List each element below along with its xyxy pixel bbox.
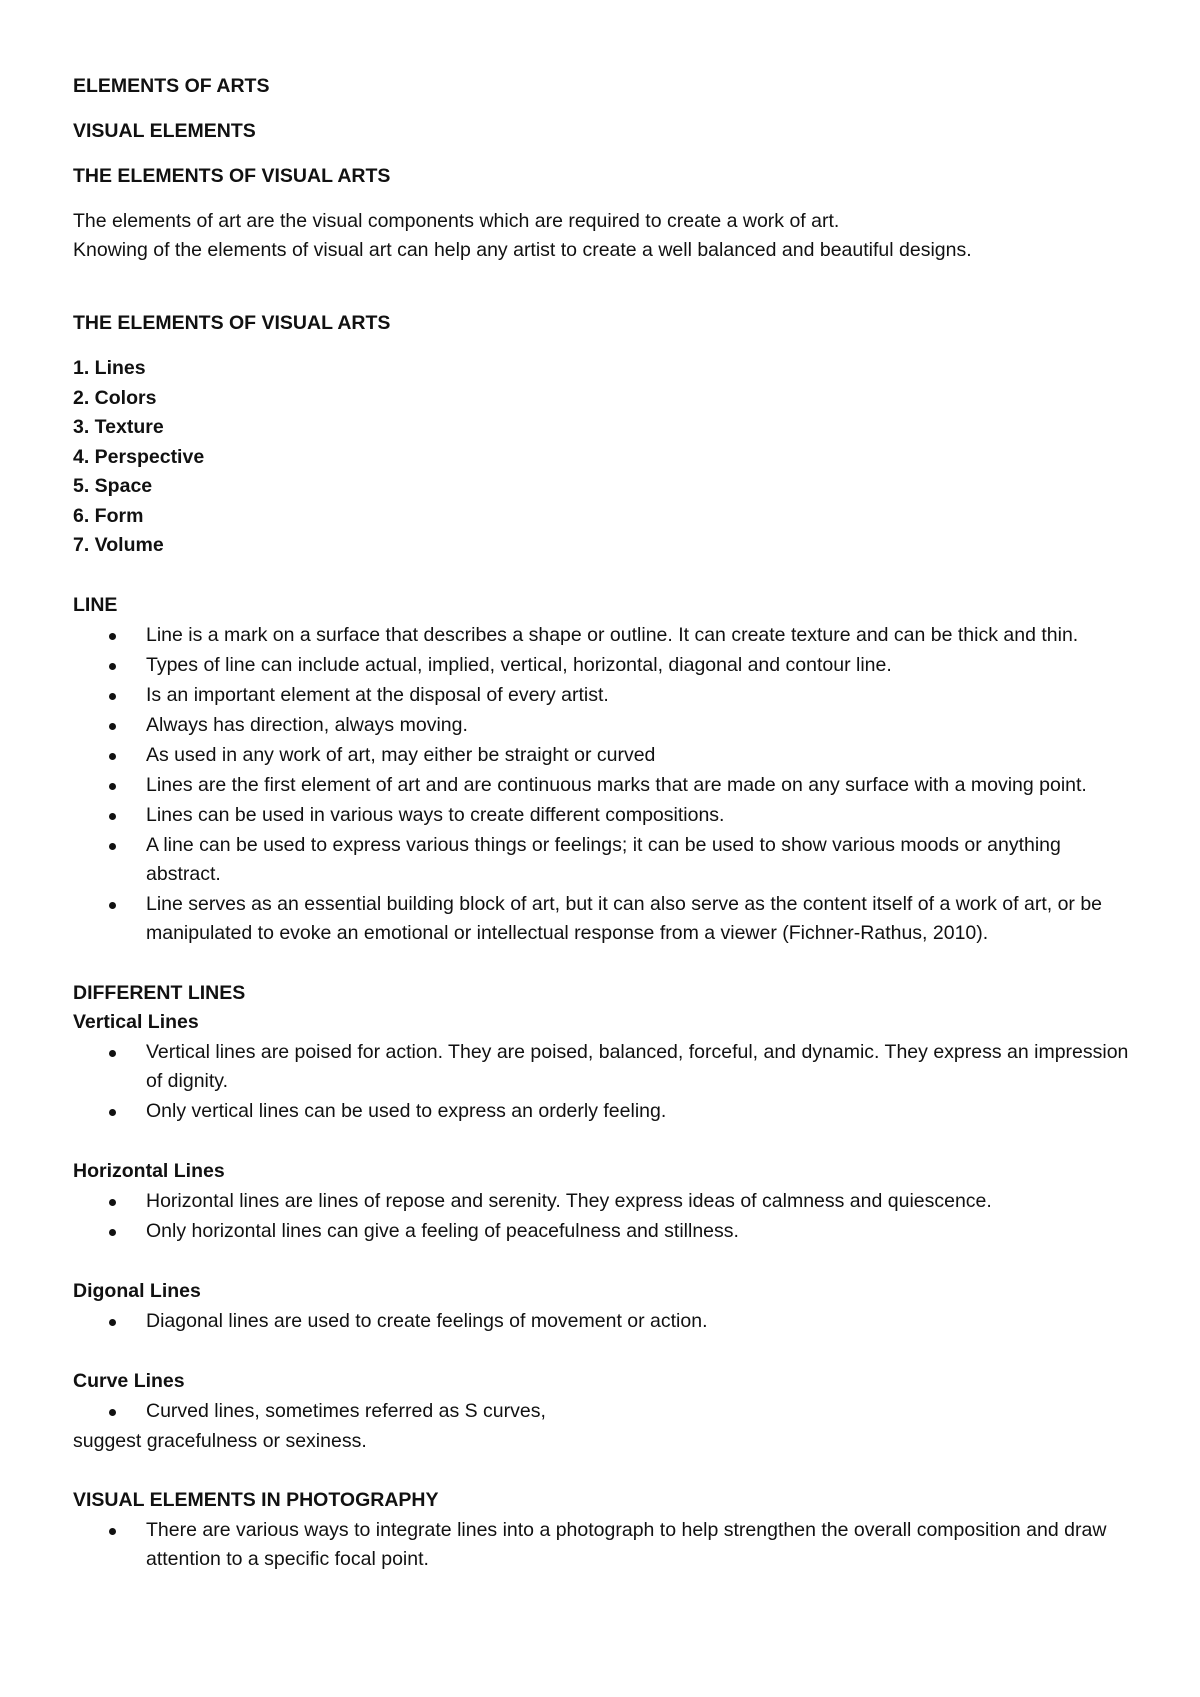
list-item: 1. Lines [73,357,146,379]
heading-line: LINE [73,593,118,616]
bullet-text: Only horizontal lines can give a feeling of peacefulness and stillness. [146,1219,739,1242]
heading-visual-elements-in-photography: VISUAL ELEMENTS IN PHOTOGRAPHY [73,1488,439,1511]
bullet-icon [109,723,116,730]
bullet-text: Types of line can include actual, implied, vertical, horizontal, diagonal and contour line. [146,653,892,676]
curve-bullet-list [73,1397,1133,1426]
bullet-text: Is an important element at the disposal of every artist. [146,683,609,706]
bullet-icon [109,1319,116,1326]
elements-list [73,354,1133,561]
bullet-icon [109,843,116,850]
bullet-item [73,890,1133,948]
bullet-item [73,651,1133,680]
list-item: 6. Form [73,504,144,527]
bullet-item [73,801,1133,830]
bullet-text: A line can be used to express various things or feelings; it can be used to show various moods or anything abstract. [146,833,1061,885]
bullet-icon [109,753,116,760]
heading-the-elements-of-visual-arts: THE ELEMENTS OF VISUAL ARTS [73,165,391,187]
bullet-item [73,1397,1133,1426]
bullet-icon [109,902,116,909]
bullet-text: There are various ways to integrate lines into a photograph to help strengthen the overall composition and draw attention to a specific focal point. [146,1518,1107,1570]
bullet-item [73,1187,1133,1216]
heading-the-elements-of-visual-arts-list: THE ELEMENTS OF VISUAL ARTS [73,312,391,334]
bullet-item [73,771,1133,800]
bullet-text: Curved lines, sometimes referred as S curves, [146,1399,546,1422]
bullet-text: Always has direction, always moving. [146,713,468,736]
bullet-icon [109,1229,116,1236]
document-page [73,72,1133,1575]
bullet-text: Line serves as an essential building block of art, but it can also serve as the content itself of a work of art, or be manipulated to evoke an emotional or intellectual response from a viewer (Fichner-Rathus, 2010). [146,892,1103,944]
bullet-text: Diagonal lines are used to create feelings of movement or action. [146,1309,708,1332]
list-item: 7. Volume [73,534,164,556]
bullet-text: Only vertical lines can be used to express an orderly feeling. [146,1099,667,1122]
bullet-text: Vertical lines are poised for action. They are poised, balanced, forceful, and dynamic. They express an impression of dignity. [146,1040,1129,1092]
bullet-item [73,831,1133,889]
list-item: 2. Colors [73,386,157,409]
intro-line: The elements of art are the visual components which are required to create a work of art. [73,210,840,232]
list-item: 5. Space [73,475,153,497]
subheading-curve-lines: Curve Lines [73,1369,185,1392]
bullet-icon [109,813,116,820]
bullet-item [73,621,1133,650]
curve-continuation-text: suggest gracefulness or sexiness. [73,1429,367,1452]
line-bullet-list [73,621,1133,948]
bullet-item [73,1097,1133,1126]
bullet-item [73,741,1133,770]
intro-line: Knowing of the elements of visual art can help any artist to create a well balanced and beautiful designs. [73,239,972,261]
bullet-icon [109,1050,116,1057]
bullet-item [73,1217,1133,1246]
bullet-icon [109,1409,116,1416]
bullet-text: Line is a mark on a surface that describes a shape or outline. It can create texture and can be thick and thin. [146,623,1079,646]
subheading-vertical-lines: Vertical Lines [73,1010,199,1033]
bullet-item [73,1307,1133,1336]
bullet-item [73,711,1133,740]
bullet-text: As used in any work of art, may either be straight or curved [146,743,656,766]
bullet-icon [109,783,116,790]
subheading-diagonal-lines: Digonal Lines [73,1279,201,1302]
bullet-icon [109,1199,116,1206]
vertical-bullet-list [73,1038,1133,1126]
heading-different-lines: DIFFERENT LINES [73,981,246,1004]
bullet-text: Lines are the first element of art and are continuous marks that are made on any surface with a moving point. [146,773,1087,796]
heading-visual-elements: VISUAL ELEMENTS [73,120,256,142]
list-item: 3. Texture [73,416,164,438]
bullet-item [73,1516,1133,1574]
bullet-icon [109,693,116,700]
bullet-item [73,1038,1133,1096]
bullet-text: Lines can be used in various ways to create different compositions. [146,803,725,826]
bullet-icon [109,1109,116,1116]
horizontal-bullet-list [73,1187,1133,1246]
list-item: 4. Perspective [73,445,205,468]
diagonal-bullet-list [73,1307,1133,1336]
bullet-item [73,681,1133,710]
bullet-icon [109,633,116,640]
bullet-text: Horizontal lines are lines of repose and serenity. They express ideas of calmness and quiescence. [146,1189,992,1212]
subheading-horizontal-lines: Horizontal Lines [73,1159,225,1182]
photography-bullet-list [73,1516,1133,1574]
bullet-icon [109,1528,116,1535]
bullet-icon [109,663,116,670]
heading-elements-of-arts: ELEMENTS OF ARTS [73,75,270,97]
